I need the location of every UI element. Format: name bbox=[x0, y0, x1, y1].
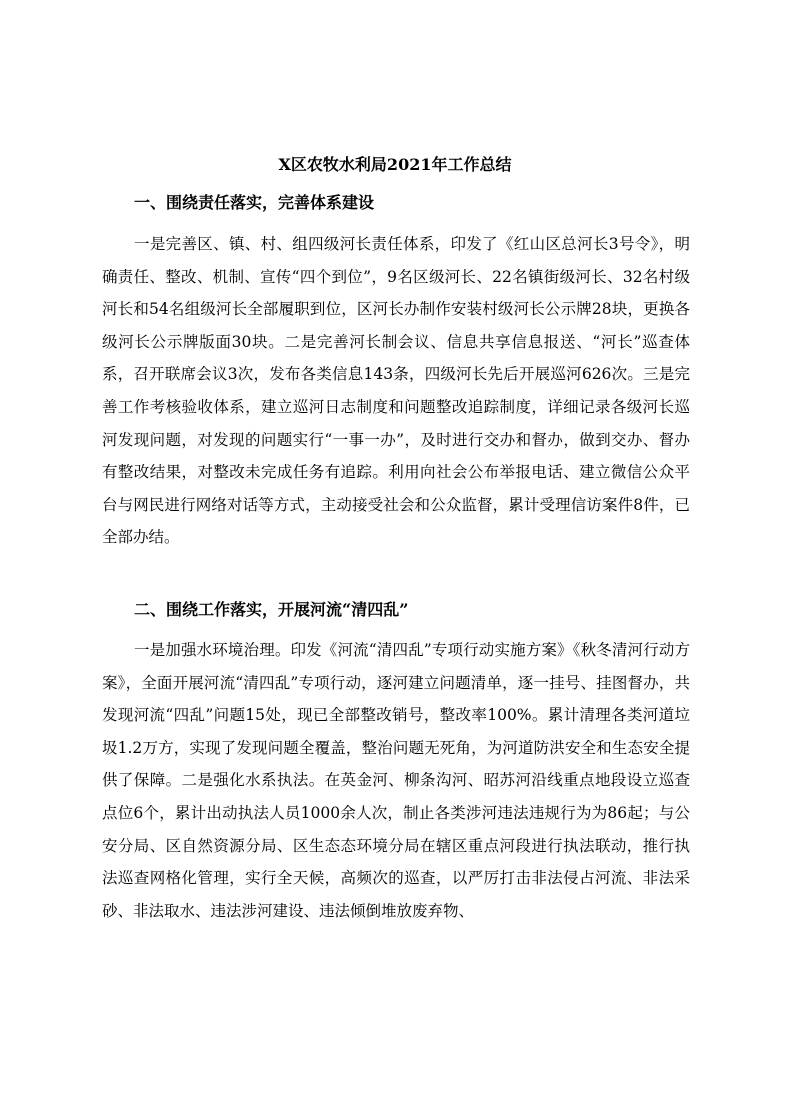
section-heading-1: 一、围绕责任落实，完善体系建设 bbox=[134, 193, 375, 212]
section-paragraph-2: 一是加强水环境治理。印发《河流“清四乱”专项行动实施方案》《秋冬清河行动方案》，全面开展河流“清四乱”专项行动，逐河建立问题清单，逐一挂号、挂图督办，共发现河流“四乱”问题15处，现已全部整改销号，整改率100%。累计清理各类河道垃圾1.2万方，实现了发现问题全覆盖，整治问题无死角，为河道防洪安全和生态安全提供了保障。二是强化水系执法。在英金河、柳条沟河、昭苏河沿线重点地段设立巡查点位6个，累计出动执法人员1000余人次，制止各类涉河违法违规行为为86起；与公安分局、区自然资源分局、区生态态环境分局在辖区重点河段进行执法联动，推行执法巡查网格化管理，实行全天候，高频次的巡查，以严厉打击非法侵占河流、非法采砂、非法取水、违法涉河建设、违法倾倒堆放废弃物、 bbox=[102, 641, 690, 920]
section-paragraph-1: 一是完善区、镇、村、组四级河长责任体系，印发了《红山区总河长3号令》，明确责任、整改、机制、宣传“四个到位”，9名区级河长、22名镇街级河长、32名村级河长和54名组级河长全部履职到位，区河长办制作安装村级河长公示牌28块，更换各级河长公示牌版面30块。二是完善河长制会议、信息共享信息报送、“河长”巡查体系，召开联席会议3次，发布各类信息143条，四级河长先后开展巡河626次。三是完善工作考核验收体系，建立巡河日志制度和问题整改追踪制度，详细记录各级河长巡河发现问题，对发现的问题实行“一事一办”，及时进行交办和督办，做到交办、督办有整改结果，对整改未完成任务有追踪。利用向社会公布举报电话、建立微信公众平台与网民进行网络对话等方式，主动接受社会和公众监督，累计受理信访案件8件，已全部办结。 bbox=[102, 235, 690, 547]
document-title: X区农牧水利局2021年工作总结 bbox=[278, 155, 512, 174]
section-heading-2: 二、围绕工作落实，开展河流“清四乱” bbox=[134, 600, 409, 619]
